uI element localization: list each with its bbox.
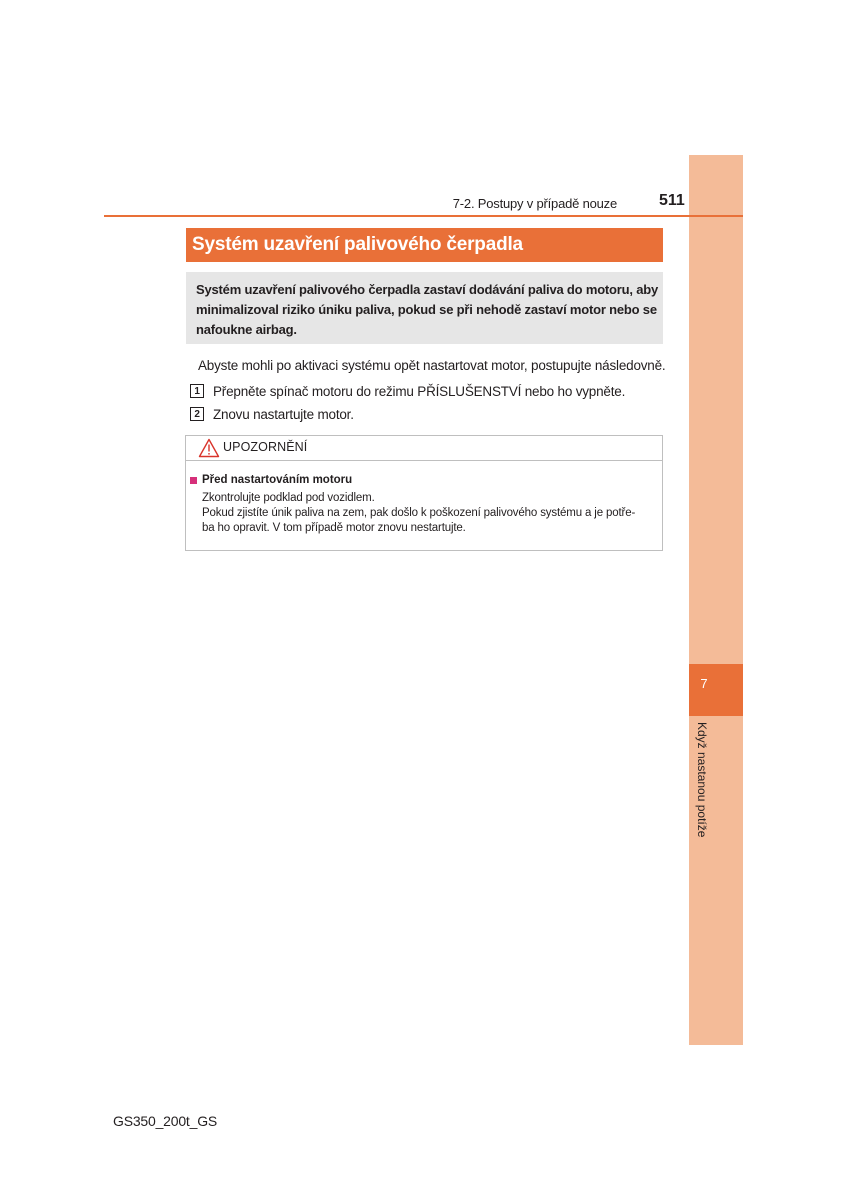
step-text: Znovu nastartujte motor. xyxy=(213,406,354,422)
chapter-side-tab xyxy=(689,155,743,1045)
step-number-badge: 1 xyxy=(190,384,204,398)
warning-line: Zkontrolujte podklad pod vozidlem. xyxy=(202,492,375,504)
step-2 xyxy=(190,406,354,422)
warning-header xyxy=(186,436,662,461)
section-title: Systém uzavření palivového čerpadla xyxy=(186,228,663,262)
warning-line: Pokud zjistíte únik paliva na zem, pak došlo k poškození palivového systému a je potře- xyxy=(202,507,636,519)
header-rule xyxy=(104,215,743,217)
warning-subheading xyxy=(190,474,352,486)
chapter-title: Když nastanou potíže xyxy=(695,722,709,838)
warning-text xyxy=(202,491,635,536)
intro-line: Systém uzavření palivového čerpadla zastaví dodávání paliva do motoru, aby xyxy=(196,282,659,297)
chapter-number: 7 xyxy=(700,676,708,691)
bullet-square-icon xyxy=(190,477,197,484)
step-text: Přepněte spínač motoru do režimu PŘÍSLUŠENSTVÍ nebo ho vypněte. xyxy=(213,383,626,399)
page-number: 511 xyxy=(659,192,685,209)
intro-line: nafoukne airbag. xyxy=(196,322,297,337)
warning-box xyxy=(185,435,663,551)
warning-triangle-icon xyxy=(198,438,220,458)
footer-model-code: GS350_200t_GS xyxy=(113,1113,218,1129)
body-paragraph: Abyste mohli po aktivaci systému opět nastartovat motor, postupujte následovně. xyxy=(198,358,666,373)
step-number-badge: 2 xyxy=(190,407,204,421)
intro-box xyxy=(186,272,663,344)
step-1 xyxy=(190,383,625,399)
warning-subheading-text: Před nastartováním motoru xyxy=(202,474,353,486)
warning-label: UPOZORNĚNÍ xyxy=(223,440,308,454)
intro-line: minimalizoval riziko úniku paliva, pokud se při nehodě zastaví motor nebo se xyxy=(196,302,657,317)
warning-line: ba ho opravit. V tom případě motor znovu nestartujte. xyxy=(202,522,466,534)
header-section-title: 7-2. Postupy v případě nouze xyxy=(452,196,617,211)
